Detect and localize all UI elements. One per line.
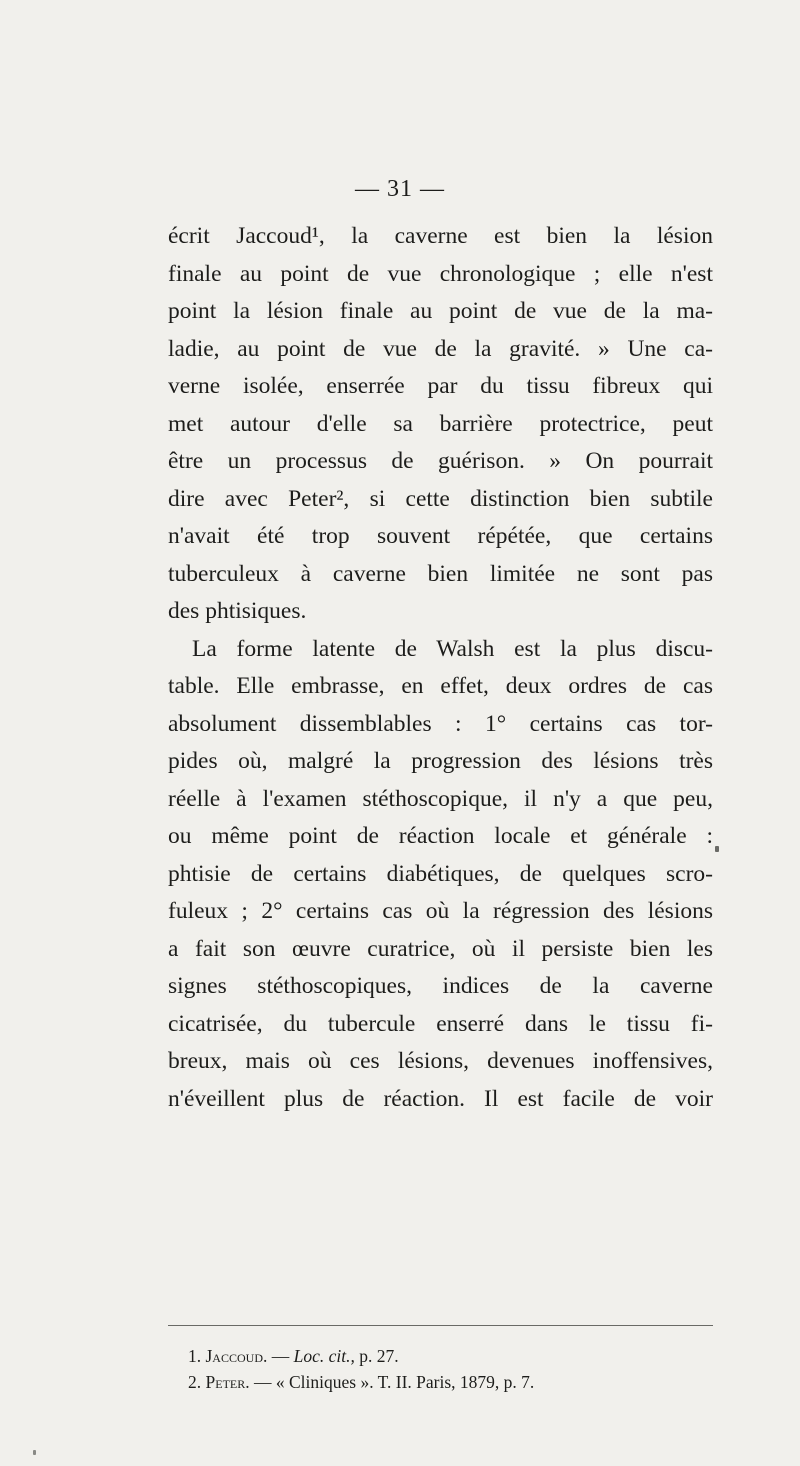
- text-line: dire avec Peter², si cette distinction bien subtile: [168, 485, 713, 512]
- footnote-separator: —: [271, 1346, 290, 1366]
- text-line: ladie, au point de vue de la gravité. » Une ca-: [168, 335, 713, 362]
- text-line: être un processus de guérison. » On pourrait: [168, 448, 713, 474]
- text-line: ou même point de réaction locale et générale :: [168, 823, 713, 849]
- scan-speck: [33, 1450, 36, 1455]
- text-line: tuberculeux à caverne bien limitée ne sont pas: [168, 560, 713, 587]
- footnote-number: 1.: [188, 1346, 202, 1366]
- text-line: pides où, malgré la progression des lésions très: [168, 748, 713, 774]
- text-line: breux, mais où ces lésions, devenues inoffensives,: [168, 1048, 713, 1074]
- footnote-author: Jaccoud.: [205, 1346, 268, 1366]
- body-text: [168, 218, 713, 1118]
- text-line: finale au point de vue chronologique ; elle n'est: [168, 260, 713, 287]
- scan-speck: [715, 846, 719, 852]
- text-line: n'avait été trop souvent répétée, que certains: [168, 523, 713, 549]
- footnote-2: [168, 1369, 713, 1395]
- text-line: phtisie de certains diabétiques, de quelques scro-: [168, 860, 713, 887]
- footnote-title: « Cliniques ».: [275, 1372, 374, 1392]
- footnote-separator: —: [253, 1372, 272, 1392]
- text-line: écrit Jaccoud¹, la caverne est bien la lésion: [168, 223, 713, 249]
- text-line: met autour d'elle sa barrière protectrice, peut: [168, 410, 713, 437]
- text-line: a fait son œuvre curatrice, où il persiste bien les: [168, 935, 713, 962]
- footnotes: [168, 1343, 713, 1395]
- text-line: table. Elle embrasse, en effet, deux ordres de cas: [168, 673, 713, 699]
- text-line: réelle à l'examen stéthoscopique, il n'y a que peu,: [168, 785, 713, 812]
- text-line: fuleux ; 2° certains cas où la régression des lésions: [168, 898, 713, 924]
- text-line-paragraph-end: des phtisiques.: [168, 598, 307, 624]
- text-line: verne isolée, enserrée par du tissu fibreux qui: [168, 373, 713, 399]
- text-line: point la lésion finale au point de vue de la ma-: [168, 298, 713, 324]
- footnote-title: Loc. cit.,: [293, 1346, 355, 1366]
- text-line: absolument dissemblables : 1° certains cas tor-: [168, 710, 713, 737]
- footnote-author: Peter.: [205, 1372, 250, 1392]
- footnote-divider: [168, 1325, 713, 1326]
- page-number: — 31 —: [355, 176, 445, 202]
- footnote-number: 2.: [188, 1372, 202, 1392]
- text-line-paragraph-start: La forme latente de Walsh est la plus discu-: [192, 635, 713, 662]
- footnote-detail: p. 27.: [359, 1346, 399, 1366]
- footnote-1: [168, 1343, 713, 1369]
- text-line: signes stéthoscopiques, indices de la caverne: [168, 973, 713, 999]
- text-line: n'éveillent plus de réaction. Il est facile de voir: [168, 1085, 713, 1112]
- text-line: cicatrisée, du tubercule enserré dans le tissu fi-: [168, 1010, 713, 1037]
- footnote-detail: T. II. Paris, 1879, p. 7.: [377, 1372, 535, 1392]
